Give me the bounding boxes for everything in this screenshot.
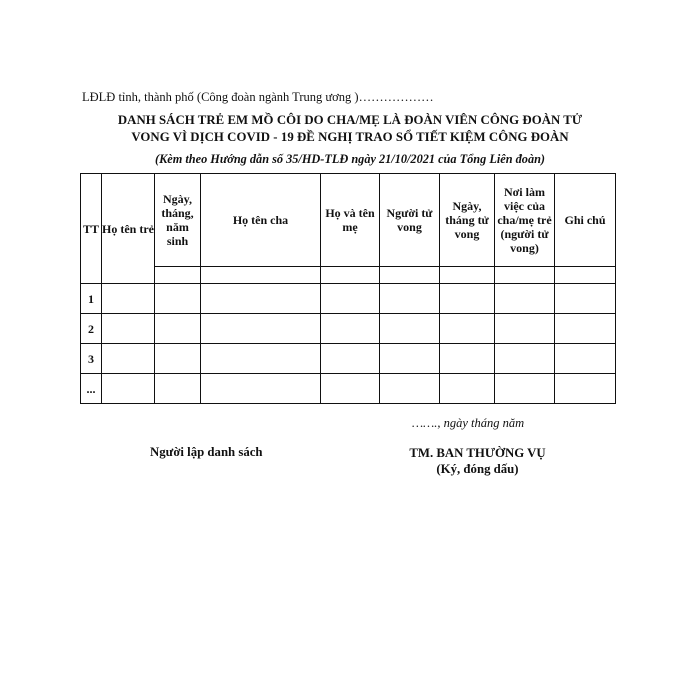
children-list-table bbox=[80, 173, 616, 404]
table-cell bbox=[201, 344, 321, 374]
table-cell bbox=[440, 314, 495, 344]
table-row bbox=[81, 374, 616, 404]
document-subtitle: (Kèm theo Hướng dẫn số 35/HD-TLĐ ngày 21/10/2021 của Tổng Liên đoàn) bbox=[154, 152, 546, 166]
table-cell bbox=[321, 314, 380, 344]
header-cell-tt: TT bbox=[81, 174, 102, 284]
table-cell bbox=[495, 284, 555, 314]
table-cell bbox=[155, 284, 201, 314]
table-cell bbox=[380, 314, 440, 344]
table-cell bbox=[155, 314, 201, 344]
header-cell-child-name: Họ tên trẻ bbox=[102, 174, 155, 284]
table-cell bbox=[380, 267, 440, 284]
table-cell bbox=[495, 344, 555, 374]
header-cell-death-date: Ngày, tháng tử vong bbox=[440, 174, 495, 267]
table-cell bbox=[201, 374, 321, 404]
table-cell bbox=[321, 284, 380, 314]
table-cell bbox=[495, 374, 555, 404]
header-cell-father-name: Họ tên cha bbox=[201, 174, 321, 267]
table-cell bbox=[201, 284, 321, 314]
table-row bbox=[81, 284, 616, 314]
sign-stamp-note: (Ký, đóng dấu) bbox=[436, 462, 519, 476]
header-cell-notes: Ghi chú bbox=[555, 174, 616, 267]
table-cell bbox=[201, 314, 321, 344]
standing-committee-signature-block bbox=[385, 445, 570, 477]
table-row bbox=[81, 314, 616, 344]
table-cell bbox=[155, 344, 201, 374]
row-number: ... bbox=[81, 374, 102, 404]
table-cell bbox=[102, 284, 155, 314]
table-cell bbox=[440, 267, 495, 284]
document-title-line-1: DANH SÁCH TRẺ EM MỒ CÔI DO CHA/MẸ LÀ ĐOÀN VIÊN CÔNG ĐOÀN TỬ bbox=[117, 113, 583, 127]
table-cell bbox=[555, 267, 616, 284]
header-cell-mother-name: Họ và tên mẹ bbox=[321, 174, 380, 267]
table-cell bbox=[495, 314, 555, 344]
table-cell bbox=[321, 344, 380, 374]
table-subheader-row bbox=[81, 267, 616, 284]
table-cell bbox=[555, 314, 616, 344]
table-cell bbox=[555, 374, 616, 404]
document-title-line-2: VONG VÌ DỊCH COVID - 19 ĐỀ NGHỊ TRAO SỔ TIẾT KIỆM CÔNG ĐOÀN bbox=[131, 130, 569, 144]
table-cell bbox=[555, 344, 616, 374]
table-cell bbox=[201, 267, 321, 284]
table-header-row bbox=[81, 174, 616, 267]
table-cell bbox=[321, 267, 380, 284]
table-cell bbox=[440, 374, 495, 404]
row-number: 3 bbox=[81, 344, 102, 374]
date-line: ……., ngày tháng năm bbox=[412, 416, 525, 430]
table-cell bbox=[102, 344, 155, 374]
header-cell-workplace: Nơi làm việc của cha/mẹ trẻ (người tử vong) bbox=[495, 174, 555, 267]
table-cell bbox=[155, 374, 201, 404]
table-cell bbox=[321, 374, 380, 404]
row-number: 1 bbox=[81, 284, 102, 314]
row-number: 2 bbox=[81, 314, 102, 344]
table-cell bbox=[440, 284, 495, 314]
table-cell bbox=[555, 284, 616, 314]
table-cell bbox=[102, 374, 155, 404]
table-cell bbox=[380, 374, 440, 404]
table-cell bbox=[440, 344, 495, 374]
table-cell bbox=[380, 344, 440, 374]
header-cell-birth-date: Ngày, tháng, năm sinh bbox=[155, 174, 201, 267]
table-cell bbox=[155, 267, 201, 284]
preparer-signature-label: Người lập danh sách bbox=[150, 445, 263, 459]
table-row bbox=[81, 344, 616, 374]
organization-line: LĐLĐ tỉnh, thành phố (Công đoàn ngành Trung ương )……………… bbox=[82, 90, 434, 104]
header-cell-deceased: Người tử vong bbox=[380, 174, 440, 267]
table-cell bbox=[102, 314, 155, 344]
table-cell bbox=[380, 284, 440, 314]
table-cell bbox=[495, 267, 555, 284]
standing-committee-label: TM. BAN THƯỜNG VỤ bbox=[409, 446, 546, 460]
